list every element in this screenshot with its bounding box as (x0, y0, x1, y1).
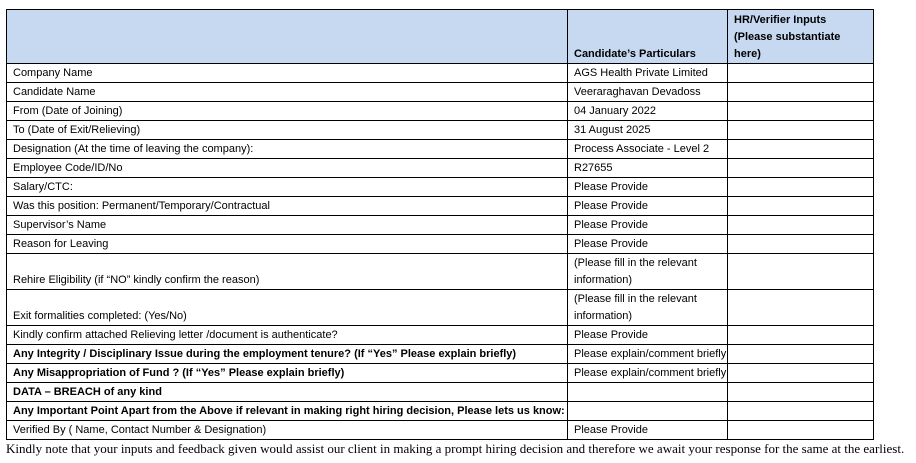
verifier-input-cell[interactable] (728, 159, 874, 178)
candidate-value: Please explain/comment briefly (568, 345, 728, 364)
footer-note: Kindly note that your inputs and feedback given would assist our client in making a prompt hiring decision and therefore we await your response for the same at the earliest. (6, 441, 905, 456)
table-row (7, 402, 874, 421)
row-label: Any Misappropriation of Fund ? (If “Yes” Please explain briefly) (7, 364, 568, 383)
row-label: Kindly confirm attached Relieving letter /document is authenticate? (7, 326, 568, 345)
table-header-row (7, 10, 874, 64)
verifier-input-cell[interactable] (728, 345, 874, 364)
header-verifier-inputs: HR/Verifier Inputs (Please substantiate here) (728, 10, 874, 64)
row-label: Was this position: Permanent/Temporary/Contractual (7, 197, 568, 216)
row-label: Company Name (7, 64, 568, 83)
table-row (7, 102, 874, 121)
row-label: From (Date of Joining) (7, 102, 568, 121)
header-blank-cell (7, 10, 568, 64)
candidate-value: (Please fill in the relevant information) (568, 290, 728, 326)
candidate-value: Process Associate - Level 2 (568, 140, 728, 159)
verifier-input-cell[interactable] (728, 102, 874, 121)
header-candidate-particulars: Candidate’s Particulars (568, 10, 728, 64)
row-label: Rehire Eligibility (if “NO” kindly confirm the reason) (7, 254, 568, 290)
table-row (7, 64, 874, 83)
row-label: Salary/CTC: (7, 178, 568, 197)
table-row (7, 383, 874, 402)
table-row (7, 364, 874, 383)
candidate-value: 31 August 2025 (568, 121, 728, 140)
candidate-value (568, 383, 728, 402)
row-label: Supervisor’s Name (7, 216, 568, 235)
table-row (7, 197, 874, 216)
row-label: Designation (At the time of leaving the company): (7, 140, 568, 159)
verifier-input-cell[interactable] (728, 64, 874, 83)
verifier-input-cell[interactable] (728, 383, 874, 402)
verifier-input-cell[interactable] (728, 140, 874, 159)
candidate-value: Please explain/comment briefly (568, 364, 728, 383)
candidate-value: Veeraraghavan Devadoss (568, 83, 728, 102)
verifier-input-cell[interactable] (728, 364, 874, 383)
table-row (7, 83, 874, 102)
row-label: Employee Code/ID/No (7, 159, 568, 178)
table-row (7, 121, 874, 140)
candidate-value: Please Provide (568, 421, 728, 440)
table-row (7, 216, 874, 235)
verifier-input-cell[interactable] (728, 235, 874, 254)
table-row (7, 254, 874, 290)
candidate-value: Please Provide (568, 178, 728, 197)
table-row (7, 140, 874, 159)
table-row (7, 235, 874, 254)
candidate-value: Please Provide (568, 216, 728, 235)
row-label: Verified By ( Name, Contact Number & Designation) (7, 421, 568, 440)
verifier-input-cell[interactable] (728, 216, 874, 235)
verifier-input-cell[interactable] (728, 178, 874, 197)
table-row (7, 326, 874, 345)
row-label: Candidate Name (7, 83, 568, 102)
candidate-value: 04 January 2022 (568, 102, 728, 121)
verification-table (6, 9, 874, 440)
row-label: Any Integrity / Disciplinary Issue during the employment tenure? (If “Yes” Please explain briefly) (7, 345, 568, 364)
row-label: Exit formalities completed: (Yes/No) (7, 290, 568, 326)
verifier-input-cell[interactable] (728, 290, 874, 326)
candidate-value: AGS Health Private Limited (568, 64, 728, 83)
verifier-input-cell[interactable] (728, 421, 874, 440)
table-row (7, 290, 874, 326)
candidate-value: Please Provide (568, 197, 728, 216)
table-row (7, 345, 874, 364)
table-body (7, 64, 874, 440)
candidate-value: Please Provide (568, 235, 728, 254)
table-row (7, 178, 874, 197)
row-label: DATA – BREACH of any kind (7, 383, 568, 402)
table-row (7, 421, 874, 440)
row-label: Reason for Leaving (7, 235, 568, 254)
verifier-input-cell[interactable] (728, 83, 874, 102)
candidate-value: (Please fill in the relevant information) (568, 254, 728, 290)
verifier-input-cell[interactable] (728, 254, 874, 290)
candidate-value: R27655 (568, 159, 728, 178)
verifier-input-cell[interactable] (728, 402, 874, 421)
row-label: Any Important Point Apart from the Above if relevant in making right hiring decision, Please lets us know: (7, 402, 568, 421)
verifier-input-cell[interactable] (728, 121, 874, 140)
verifier-input-cell[interactable] (728, 326, 874, 345)
candidate-value (568, 402, 728, 421)
candidate-value: Please Provide (568, 326, 728, 345)
row-label: To (Date of Exit/Relieving) (7, 121, 568, 140)
verifier-input-cell[interactable] (728, 197, 874, 216)
table-row (7, 159, 874, 178)
